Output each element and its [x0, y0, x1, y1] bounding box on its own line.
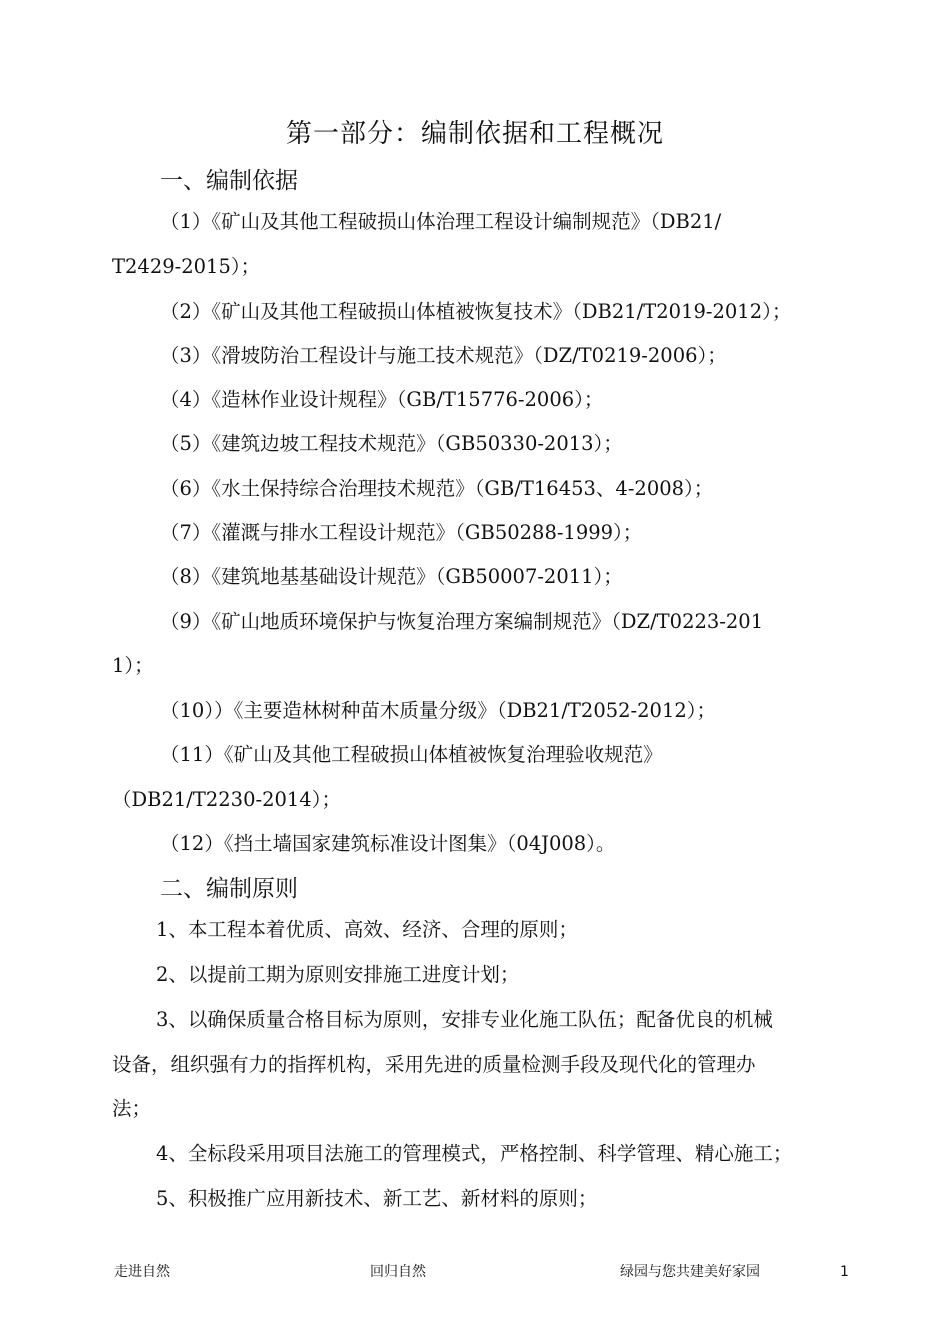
principle-line: 5、积极推广应用新技术、新工艺、新材料的原则；: [156, 1187, 598, 1210]
basis-line: （10））《主要造林树种苗木质量分级》（DB21/T2052-2012）；: [160, 699, 717, 722]
basis-line: （12）《挡土墙国家建筑标准设计图集》（04J008）。: [160, 832, 616, 855]
basis-line: （DB21/T2230-2014）；: [112, 788, 341, 811]
basis-line: （5）《建筑边坡工程技术规范》（GB50330-2013）；: [160, 432, 623, 455]
basis-line: （7）《灌溉与排水工程设计规范》（GB50288-1999）；: [160, 521, 643, 544]
principle-line: 4、全标段采用项目法施工的管理模式，严格控制、科学管理、精心施工；: [156, 1142, 793, 1165]
basis-line: T2429-2015）；: [112, 255, 261, 278]
basis-line: （4）《造林作业设计规程》（GB/T15776-2006）；: [160, 388, 604, 411]
basis-line: （9）《矿山地质环境保护与恢复治理方案编制规范》（DZ/T0223-201: [160, 610, 764, 633]
basis-line: （8）《建筑地基基础设计规范》（GB50007-2011）；: [160, 565, 623, 588]
basis-line: （3）《滑坡防治工程设计与施工技术规范》（DZ/T0219-2006）；: [160, 344, 727, 367]
basis-line: 1）；: [112, 654, 154, 677]
basis-line: （2）《矿山及其他工程破损山体植被恢复技术》（DB21/T2019-2012）；: [160, 300, 792, 323]
basis-line: （11）《矿山及其他工程破损山体植被恢复治理验收规范》: [160, 743, 663, 766]
principle-line: 2、以提前工期为原则安排施工进度计划；: [156, 963, 520, 986]
section-heading-basis: 一、编制依据: [160, 168, 298, 194]
footer-right-text: 绿园与您共建美好家园: [620, 1264, 760, 1280]
principle-line: 设备，组织强有力的指挥机构，采用先进的质量检测手段及现代化的管理办: [112, 1053, 756, 1076]
principle-line: 法；: [112, 1097, 152, 1120]
principle-line: 1、本工程本着优质、高效、经济、合理的原则；: [156, 918, 578, 941]
section-heading-principles: 二、编制原则: [160, 876, 298, 902]
principle-line: 3、以确保质量合格目标为原则，安排专业化施工队伍；配备优良的机械: [156, 1008, 773, 1031]
footer-left-text: 走进自然: [114, 1264, 170, 1280]
basis-line: （1）《矿山及其他工程破损山体治理工程设计编制规范》（DB21/: [160, 210, 722, 233]
page-number: 1: [840, 1264, 849, 1280]
footer-center-text: 回归自然: [370, 1264, 426, 1280]
basis-line: （6）《水土保持综合治理技术规范》（GB/T16453、4-2008）；: [160, 477, 714, 500]
page-title: 第一部分：编制依据和工程概况: [285, 119, 664, 149]
